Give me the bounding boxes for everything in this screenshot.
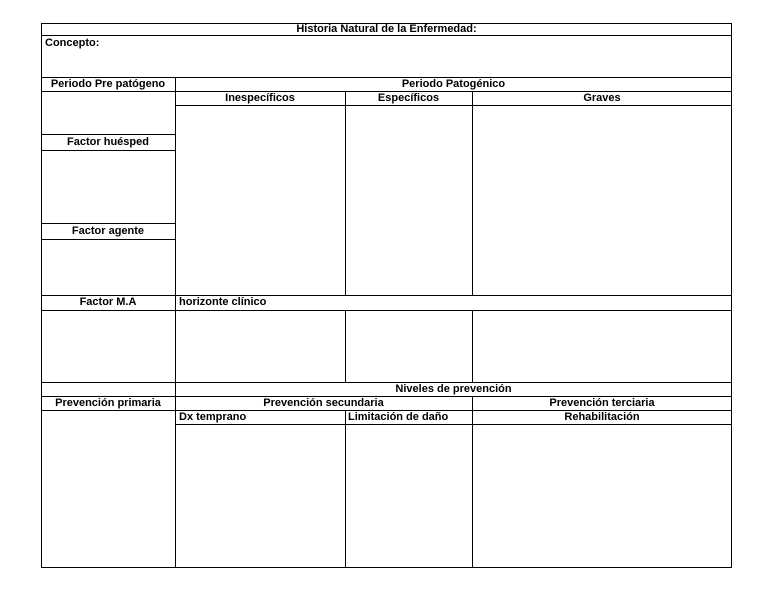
- concepto-label: Concepto:: [45, 37, 100, 49]
- graves-header: Graves: [583, 92, 621, 104]
- column-divider-2-mid: [345, 310, 346, 383]
- column-divider-3-mid: [472, 310, 473, 383]
- column-divider-3-bottom: [472, 410, 473, 568]
- inespecificos-header: Inespecíficos: [225, 92, 295, 104]
- table-border-bottom: [41, 567, 732, 568]
- horizonte-clinico-label: horizonte clínico: [179, 296, 267, 308]
- agente-bottom-divider: [41, 239, 175, 240]
- detalle-row-bottom: [175, 424, 732, 425]
- huesped-top-divider: [41, 134, 175, 135]
- niveles-prevencion-header: Niveles de prevención: [395, 383, 512, 395]
- column-divider-1: [175, 77, 176, 568]
- column-divider-3-top: [472, 91, 473, 296]
- factor-ma-label: Factor M.A: [79, 296, 137, 308]
- periodo-pre-patogeno-header: Periodo Pre patógeno: [50, 78, 166, 90]
- periodo-patogenico-header: Periodo Patogénico: [401, 78, 506, 90]
- huesped-bottom-divider: [41, 150, 175, 151]
- column-divider-2-top: [345, 91, 346, 296]
- prevencion-primaria-header: Prevención primaria: [55, 397, 161, 409]
- subheader-row-divider: [175, 105, 732, 106]
- horizonte-row-bottom: [41, 310, 732, 311]
- rehabilitacion-header: Rehabilitación: [564, 411, 640, 423]
- column-divider-2-bottom: [345, 410, 346, 568]
- limitacion-dano-header: Limitación de daño: [348, 411, 449, 423]
- agente-top-divider: [41, 223, 175, 224]
- prevencion-terciaria-header: Prevención terciaria: [549, 397, 655, 409]
- especificos-header: Específicos: [377, 92, 440, 104]
- prevencion-secundaria-header: Prevención secundaria: [263, 397, 384, 409]
- factor-agente-label: Factor agente: [71, 225, 145, 237]
- factor-huesped-label: Factor huésped: [67, 136, 149, 148]
- table-title: Historia Natural de la Enfermedad:: [296, 23, 477, 35]
- dx-temprano-header: Dx temprano: [179, 411, 247, 423]
